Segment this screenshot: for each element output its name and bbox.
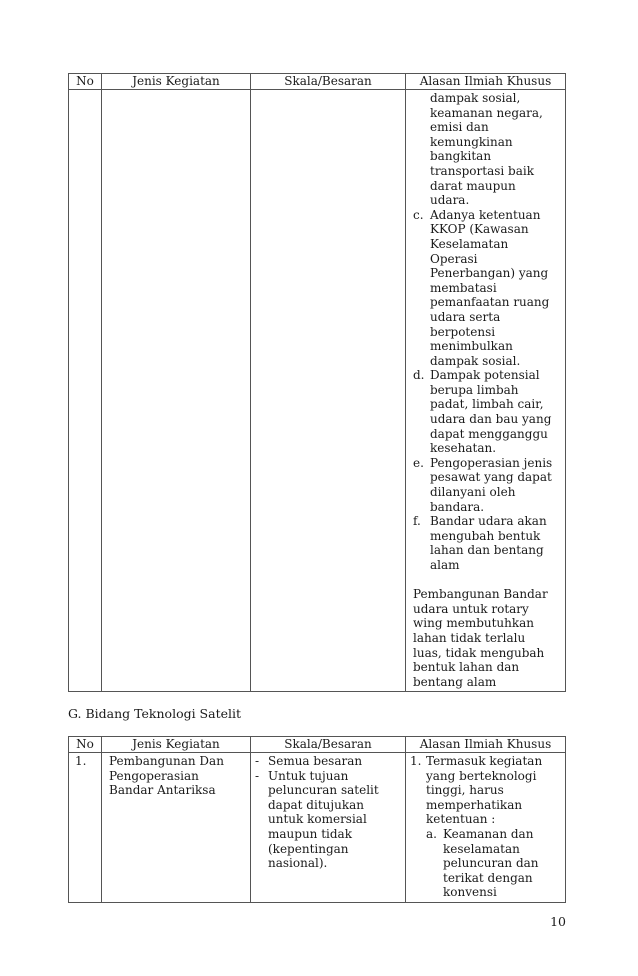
cell-no bbox=[69, 90, 102, 692]
page-number: 10 bbox=[550, 914, 566, 929]
header-skala-besaran: Skala/Besaran bbox=[251, 737, 406, 753]
list-item: - Untuk tujuan peluncuran satelit dapat ditujukan untuk komersial maupun tidak (kepentingan nasional). bbox=[255, 768, 379, 871]
table-continued bbox=[68, 73, 566, 692]
list-item-a: a. Keamanan dan keselamatan peluncuran dan terikat dengan konvensi bbox=[426, 826, 539, 900]
list-item-f: f. Bandar udara akan mengubah bentuk lahan dan bentang alam bbox=[413, 514, 547, 572]
cell-alasan bbox=[406, 90, 566, 692]
table-row bbox=[69, 90, 566, 692]
header-jenis-kegiatan: Jenis Kegiatan bbox=[102, 737, 251, 753]
cell-skala bbox=[251, 753, 406, 903]
table-row bbox=[69, 753, 566, 903]
header-alasan-ilmiah: Alasan Ilmiah Khusus bbox=[406, 74, 566, 90]
continued-item-text: dampak sosial, keamanan negara, emisi dan kemungkinan bangkitan transportasi baik darat maupun udara. bbox=[430, 91, 543, 208]
cell-jenis: Pembangunan Dan Pengoperasian Bandar Antariksa bbox=[102, 753, 251, 903]
table-header-row bbox=[69, 737, 566, 753]
table-teknologi-satelit bbox=[68, 736, 566, 903]
header-no: No bbox=[69, 737, 102, 753]
list-item-c: c. Adanya ketentuan KKOP (Kawasan Keselamatan Operasi Penerbangan) yang membatasi pemanfaatan ruang udara serta berpotensi menimbulkan dampak sosial. bbox=[413, 207, 550, 368]
header-alasan-ilmiah: Alasan Ilmiah Khusus bbox=[406, 737, 566, 753]
section-heading: G. Bidang Teknologi Satelit bbox=[68, 706, 242, 721]
header-jenis-kegiatan: Jenis Kegiatan bbox=[102, 74, 251, 90]
list-item: 1. Termasuk kegiatan yang berteknologi tinggi, harus memperhatikan ketentuan : bbox=[410, 754, 543, 827]
cell-no: 1. bbox=[69, 753, 102, 903]
list-item-d: d. Dampak potensial berupa limbah padat, limbah cair, udara dan bau yang dapat mengganggu kesehatan. bbox=[413, 368, 552, 456]
list-item: - Semua besaran bbox=[255, 754, 363, 768]
cell-skala bbox=[251, 90, 406, 692]
rotary-wing-paragraph: Pembangunan Bandar udara untuk rotary wing membutuhkan lahan tidak terlalu luas, tidak mengubah bentuk lahan dan bentang alam bbox=[413, 587, 548, 689]
header-no: No bbox=[69, 74, 102, 90]
table-header-row bbox=[69, 74, 566, 90]
header-skala-besaran: Skala/Besaran bbox=[251, 74, 406, 90]
cell-alasan bbox=[406, 753, 566, 903]
list-item-e: e. Pengoperasian jenis pesawat yang dapat dilanyani oleh bandara. bbox=[413, 455, 553, 514]
cell-jenis bbox=[102, 90, 251, 692]
